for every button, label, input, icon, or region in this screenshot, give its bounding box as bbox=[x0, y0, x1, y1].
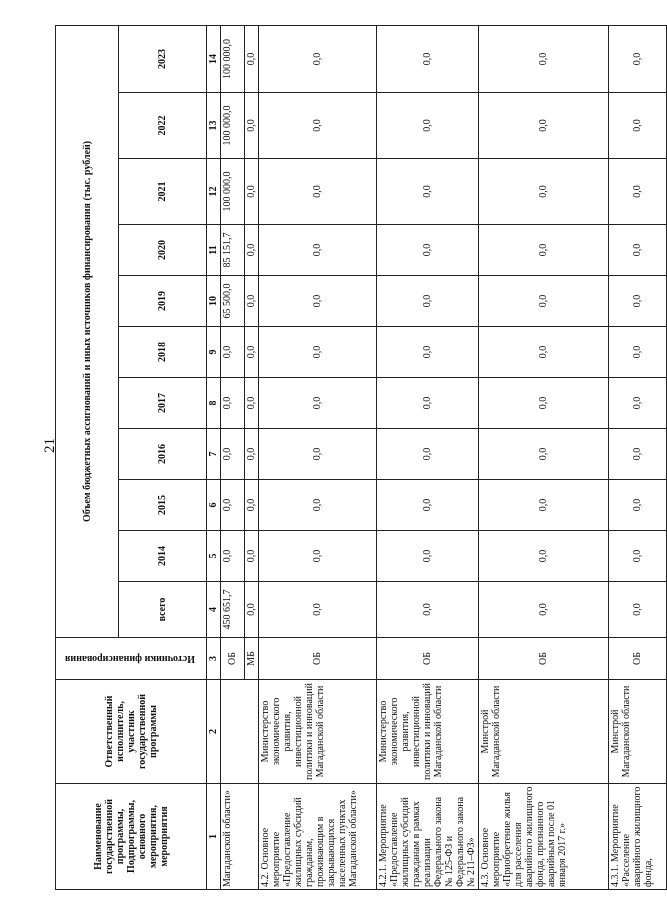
header-row-top bbox=[56, 25, 119, 889]
row-value: 0,0 bbox=[479, 582, 609, 638]
row-exec: Минстрой Магаданской области bbox=[479, 680, 609, 784]
row-value: 0,0 bbox=[245, 480, 259, 531]
row-value: 0,0 bbox=[479, 327, 609, 378]
header-name: Наименование государственной программы, Подпрограммы, основного мероприятия, мероприятия bbox=[56, 784, 207, 890]
row-value: 0,0 bbox=[259, 276, 377, 327]
year-label: 2018 bbox=[157, 342, 168, 362]
col-number: 14 bbox=[207, 25, 221, 92]
header-exec: Ответственный исполнитель, участник государственной программы bbox=[56, 680, 207, 784]
row-name: 4.3. Основное мероприятие «Приобретение жилья для расселения аварийного жилищного фонда, признанного аварийным после 01 января 2017 г.» bbox=[479, 784, 609, 890]
row-value: 0,0 bbox=[259, 225, 377, 276]
col-number: 7 bbox=[207, 429, 221, 480]
row-value: 0,0 bbox=[479, 25, 609, 92]
row-value: 0,0 bbox=[259, 429, 377, 480]
row-source: ОБ bbox=[377, 638, 479, 680]
row-value: 0,0 bbox=[609, 429, 667, 480]
year-label: 2019 bbox=[157, 291, 168, 311]
page-number: 21 bbox=[41, 438, 58, 453]
row-name: 4.2.1. Мероприятие «Предоставление жилищных субсидий гражданам в рамках реализации Федерального закона № 125-ФЗ и Федерального закона № 211–ФЗ» bbox=[377, 784, 479, 890]
row-value: 0,0 bbox=[609, 276, 667, 327]
row-value: 0,0 bbox=[609, 93, 667, 159]
col-number: 1 bbox=[207, 784, 221, 890]
col-number: 5 bbox=[207, 531, 221, 582]
col-number: 12 bbox=[207, 159, 221, 225]
table-row bbox=[479, 25, 609, 889]
row-exec: Министерство экономического развития, инвестиционной политики и инноваций Магаданской области bbox=[377, 680, 479, 784]
year-label: всего bbox=[157, 597, 168, 622]
row-value: 0,0 bbox=[377, 480, 479, 531]
year-header bbox=[119, 327, 207, 378]
row-value: 0,0 bbox=[377, 429, 479, 480]
year-label: 2020 bbox=[157, 240, 168, 260]
year-label: 2023 bbox=[157, 48, 168, 69]
row-value: 0,0 bbox=[377, 25, 479, 92]
row-value: 0,0 bbox=[377, 531, 479, 582]
row-value: 0,0 bbox=[259, 582, 377, 638]
row-value: 0,0 bbox=[245, 159, 259, 225]
row-value: 0,0 bbox=[479, 93, 609, 159]
row-value: 0,0 bbox=[245, 531, 259, 582]
row-value: 0,0 bbox=[245, 93, 259, 159]
col-number: 3 bbox=[207, 638, 221, 680]
row-value: 0,0 bbox=[609, 378, 667, 429]
row-value: 100 000,0 bbox=[221, 93, 245, 159]
row-name: Магаданской области» bbox=[221, 784, 259, 890]
row-value: 0,0 bbox=[259, 480, 377, 531]
row-value: 0,0 bbox=[479, 429, 609, 480]
col-number: 8 bbox=[207, 378, 221, 429]
row-value: 0,0 bbox=[479, 378, 609, 429]
row-value: 0,0 bbox=[245, 429, 259, 480]
row-exec: Министерство экономического развития, инвестиционной политики и инноваций Магаданской области bbox=[259, 680, 377, 784]
year-header bbox=[119, 480, 207, 531]
row-value: 0,0 bbox=[245, 378, 259, 429]
row-value: 0,0 bbox=[245, 327, 259, 378]
col-number: 9 bbox=[207, 327, 221, 378]
year-header bbox=[119, 93, 207, 159]
row-value: 0,0 bbox=[479, 276, 609, 327]
row-value: 0,0 bbox=[245, 582, 259, 638]
col-number: 4 bbox=[207, 582, 221, 638]
table-row bbox=[377, 25, 479, 889]
row-value: 65 500,0 bbox=[221, 276, 245, 327]
col-number: 6 bbox=[207, 480, 221, 531]
year-header bbox=[119, 582, 207, 638]
row-source: ОБ bbox=[609, 638, 667, 680]
row-value: 0,0 bbox=[377, 582, 479, 638]
year-label: 2017 bbox=[157, 393, 168, 413]
row-value: 0,0 bbox=[259, 531, 377, 582]
col-number: 13 bbox=[207, 93, 221, 159]
row-source: МБ bbox=[245, 638, 259, 680]
table-row bbox=[259, 25, 377, 889]
row-value: 0,0 bbox=[259, 93, 377, 159]
row-value: 0,0 bbox=[245, 25, 259, 92]
table-row bbox=[221, 25, 245, 889]
row-value: 0,0 bbox=[221, 429, 245, 480]
row-value: 0,0 bbox=[479, 480, 609, 531]
row-value: 0,0 bbox=[221, 480, 245, 531]
table-row bbox=[609, 25, 667, 889]
year-header bbox=[119, 225, 207, 276]
row-value: 0,0 bbox=[377, 276, 479, 327]
row-value: 0,0 bbox=[259, 327, 377, 378]
row-name: 4.3.1. Мероприятие «Расселение аварийного жилищного фонда, bbox=[609, 784, 667, 890]
header-source: Источники финансирования bbox=[56, 638, 207, 680]
row-value: 0,0 bbox=[377, 93, 479, 159]
row-value: 0,0 bbox=[221, 531, 245, 582]
row-value: 0,0 bbox=[479, 531, 609, 582]
row-value: 0,0 bbox=[609, 531, 667, 582]
row-value: 0,0 bbox=[245, 225, 259, 276]
year-header bbox=[119, 531, 207, 582]
row-value: 0,0 bbox=[221, 378, 245, 429]
row-value: 0,0 bbox=[221, 327, 245, 378]
row-source: ОБ bbox=[259, 638, 377, 680]
row-source: ОБ bbox=[479, 638, 609, 680]
row-value: 0,0 bbox=[259, 159, 377, 225]
row-value: 100 000,0 bbox=[221, 25, 245, 92]
row-exec: Минстрой Магаданской области bbox=[609, 680, 667, 784]
row-value: 0,0 bbox=[479, 159, 609, 225]
header-volume: Объем бюджетных ассигнований и иных источников финансирования (тыс. рублей) bbox=[56, 25, 119, 637]
row-value: 0,0 bbox=[259, 378, 377, 429]
row-exec bbox=[221, 680, 259, 784]
row-value: 0,0 bbox=[245, 276, 259, 327]
col-number: 11 bbox=[207, 225, 221, 276]
row-value: 0,0 bbox=[609, 582, 667, 638]
row-name: 4.2. Основное мероприятие «Предоставление жилищных субсидий гражданам, проживающим в закрывающихся населенных пунктах Магаданской области» bbox=[259, 784, 377, 890]
row-value: 0,0 bbox=[609, 327, 667, 378]
header-numbers-row bbox=[207, 25, 221, 889]
row-value: 0,0 bbox=[609, 480, 667, 531]
rotated-table-wrapper bbox=[55, 26, 654, 890]
row-value: 450 651,7 bbox=[221, 582, 245, 638]
row-value: 0,0 bbox=[377, 225, 479, 276]
year-label: 2022 bbox=[157, 115, 168, 136]
row-value: 85 151,7 bbox=[221, 225, 245, 276]
row-value: 100 000,0 bbox=[221, 159, 245, 225]
row-value: 0,0 bbox=[377, 159, 479, 225]
year-header bbox=[119, 159, 207, 225]
year-label: 2015 bbox=[157, 495, 168, 515]
year-header bbox=[119, 378, 207, 429]
year-header bbox=[119, 25, 207, 92]
year-label: 2014 bbox=[157, 546, 168, 566]
row-value: 0,0 bbox=[609, 225, 667, 276]
row-value: 0,0 bbox=[609, 159, 667, 225]
row-source: ОБ bbox=[221, 638, 245, 680]
year-label: 2021 bbox=[157, 181, 168, 202]
year-header bbox=[119, 429, 207, 480]
year-label: 2016 bbox=[157, 444, 168, 464]
col-number: 2 bbox=[207, 680, 221, 784]
financing-table bbox=[55, 25, 667, 890]
row-value: 0,0 bbox=[479, 225, 609, 276]
row-value: 0,0 bbox=[377, 378, 479, 429]
row-value: 0,0 bbox=[377, 327, 479, 378]
row-value: 0,0 bbox=[609, 25, 667, 92]
col-number: 10 bbox=[207, 276, 221, 327]
year-header bbox=[119, 276, 207, 327]
row-value: 0,0 bbox=[259, 25, 377, 92]
